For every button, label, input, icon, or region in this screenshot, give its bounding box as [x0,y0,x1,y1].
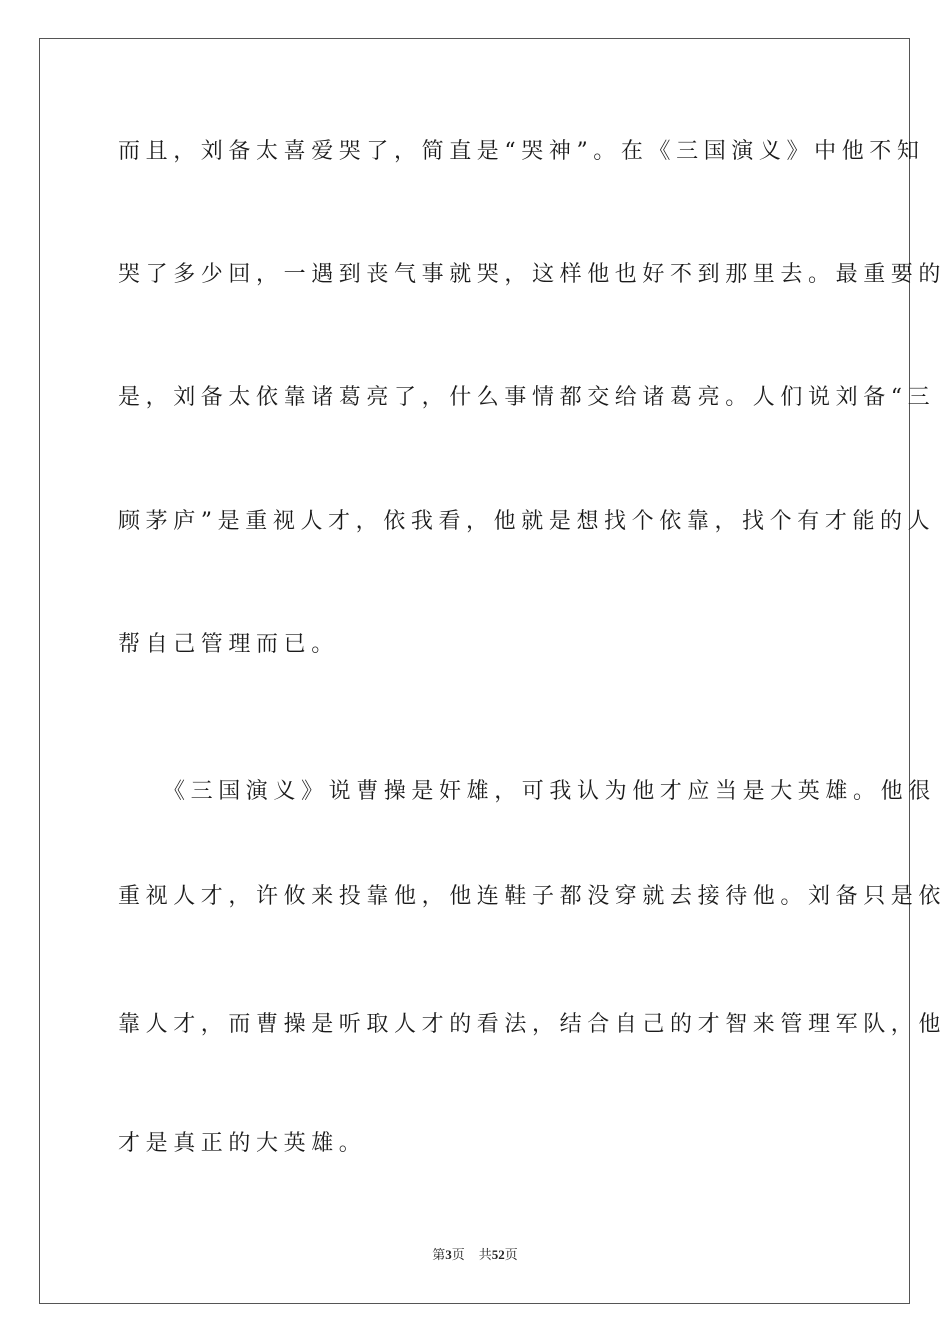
paragraph-2-line-2: 重视人才，许攸来投靠他，他连鞋子都没穿就去接待他。刘备只是依 [118,884,947,909]
footer-total-prefix: 共 [478,1248,492,1263]
page-footer [0,1246,950,1265]
paragraph-1-line-4: 顾茅庐”是重视人才，依我看，他就是想找个依靠，找个有才能的人 [118,509,936,534]
paragraph-1-line-3: 是，刘备太依靠诸葛亮了，什么事情都交给诸葛亮。人们说刘备“三 [118,385,936,410]
footer-total-pages: 52 [491,1247,505,1262]
paragraph-1-line-2: 哭了多少回，一遇到丧气事就哭，这样他也好不到那里去。最重要的 [118,262,947,287]
footer-page-number: 3 [445,1247,452,1262]
paragraph-2-line-1: 《三国演义》说曹操是奸雄，可我认为他才应当是大英雄。他很 [163,779,936,804]
footer-page-prefix: 第 [432,1248,446,1263]
paragraph-2-line-4: 才是真正的大英雄。 [118,1131,367,1156]
paragraph-1-line-5: 帮自己管理而已。 [118,632,339,657]
paragraph-2-line-3: 靠人才，而曹操是听取人才的看法，结合自己的才智来管理军队，他 [118,1012,947,1037]
footer-total-suffix: 页 [504,1248,518,1263]
paragraph-1-line-1: 而且，刘备太喜爱哭了，简直是“哭神”。在《三国演义》中他不知 [118,139,925,164]
footer-page-suffix: 页 [451,1248,465,1263]
page-border [39,38,910,1304]
